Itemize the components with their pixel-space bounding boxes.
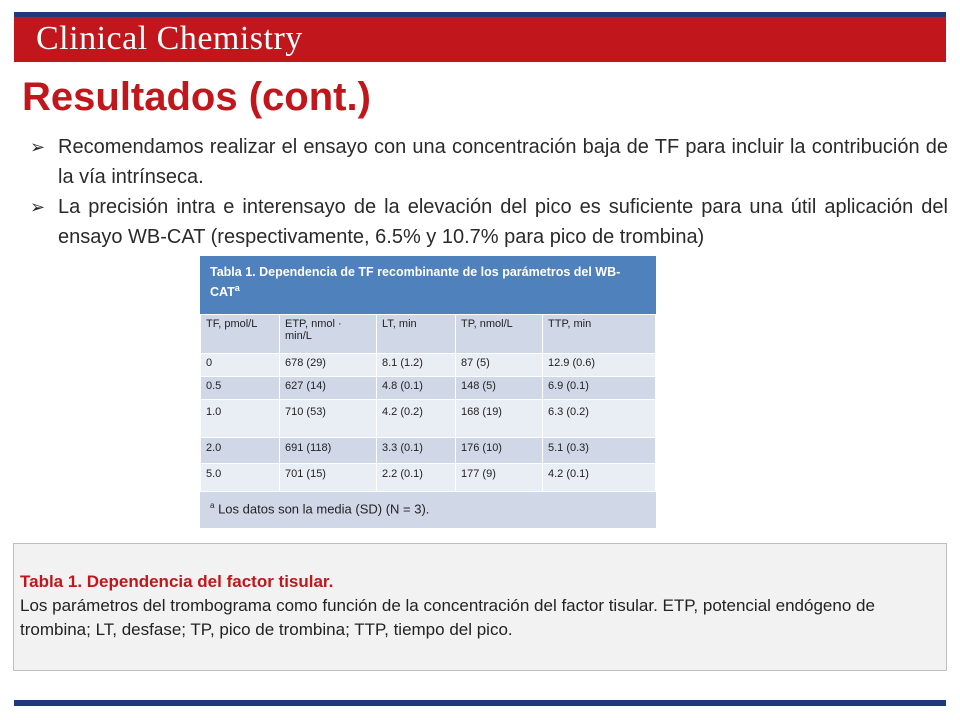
table-caption-sup: a [234, 283, 240, 293]
column-header: ETP, nmol · min/L [280, 315, 377, 354]
table-cell: 8.1 (1.2) [377, 354, 456, 377]
table-cell: 168 (19) [456, 400, 543, 438]
table-cell: 701 (15) [280, 464, 377, 492]
bullet-item [30, 192, 948, 252]
table-cell: 0.5 [201, 377, 280, 400]
banner-title: Clinical Chemistry [36, 20, 303, 57]
table-cell: 87 (5) [456, 354, 543, 377]
table-cell: 12.9 (0.6) [543, 354, 656, 377]
table-footnote-text: Los datos son la media (SD) (N = 3). [218, 501, 430, 517]
table-cell: 6.9 (0.1) [543, 377, 656, 400]
column-header: TTP, min [543, 315, 656, 354]
table-cell: 148 (5) [456, 377, 543, 400]
column-header: LT, min [377, 315, 456, 354]
arrow-bullet-icon: ➢ [30, 137, 46, 157]
caption-note-box [13, 543, 947, 671]
bullet-item [30, 132, 948, 192]
table-cell: 5.0 [201, 464, 280, 492]
bullet-text: La precisión intra e interensayo de la elevación del pico es suficiente para una útil aplicación del ensayo WB-CAT (respectivamente, 6.5% y 10.7% para pico de trombina) [58, 196, 948, 248]
table-cell: 710 (53) [280, 400, 377, 438]
table-caption [200, 256, 656, 314]
note-text: Los parámetros del trombograma como función de la concentración del factor tisular. ETP, potencial endógeno de trombina; LT, desfase; TP, pico de trombina; TTP, tiempo del pico. [20, 596, 875, 639]
data-table [200, 314, 656, 492]
table-cell: 4.2 (0.1) [543, 464, 656, 492]
table-cell: 678 (29) [280, 354, 377, 377]
table-cell: 4.2 (0.2) [377, 400, 456, 438]
table-cell: 1.0 [201, 400, 280, 438]
results-table [200, 256, 656, 537]
table-row [201, 438, 656, 464]
table-cell: 4.8 (0.1) [377, 377, 456, 400]
table-footnote-sup: a [210, 501, 215, 510]
table-cell: 6.3 (0.2) [543, 400, 656, 438]
table-cell: 177 (9) [456, 464, 543, 492]
table-header-row [201, 315, 656, 354]
table-row [201, 464, 656, 492]
bullet-text: Recomendamos realizar el ensayo con una concentración baja de TF para incluir la contribución de la vía intrínseca. [58, 136, 948, 188]
table-cell: 2.2 (0.1) [377, 464, 456, 492]
bullet-list [30, 132, 948, 252]
table-cell: 5.1 (0.3) [543, 438, 656, 464]
table-row [201, 354, 656, 377]
table-cell: 0 [201, 354, 280, 377]
table-footnote [200, 492, 656, 528]
slide-title: Resultados (cont.) [22, 75, 371, 119]
table-cell: 2.0 [201, 438, 280, 464]
note-title: Tabla 1. Dependencia del factor tisular. [20, 572, 334, 591]
header-banner [14, 17, 946, 62]
column-header: TP, nmol/L [456, 315, 543, 354]
table-cell: 176 (10) [456, 438, 543, 464]
table-cell: 691 (118) [280, 438, 377, 464]
bottom-rule [14, 700, 946, 706]
table-caption-text: Tabla 1. Dependencia de TF recombinante de los parámetros del WB-CAT [210, 265, 621, 300]
table-cell: 3.3 (0.1) [377, 438, 456, 464]
table-row [201, 377, 656, 400]
arrow-bullet-icon: ➢ [30, 197, 46, 217]
table-row [201, 400, 656, 438]
column-header: TF, pmol/L [201, 315, 280, 354]
table-cell: 627 (14) [280, 377, 377, 400]
